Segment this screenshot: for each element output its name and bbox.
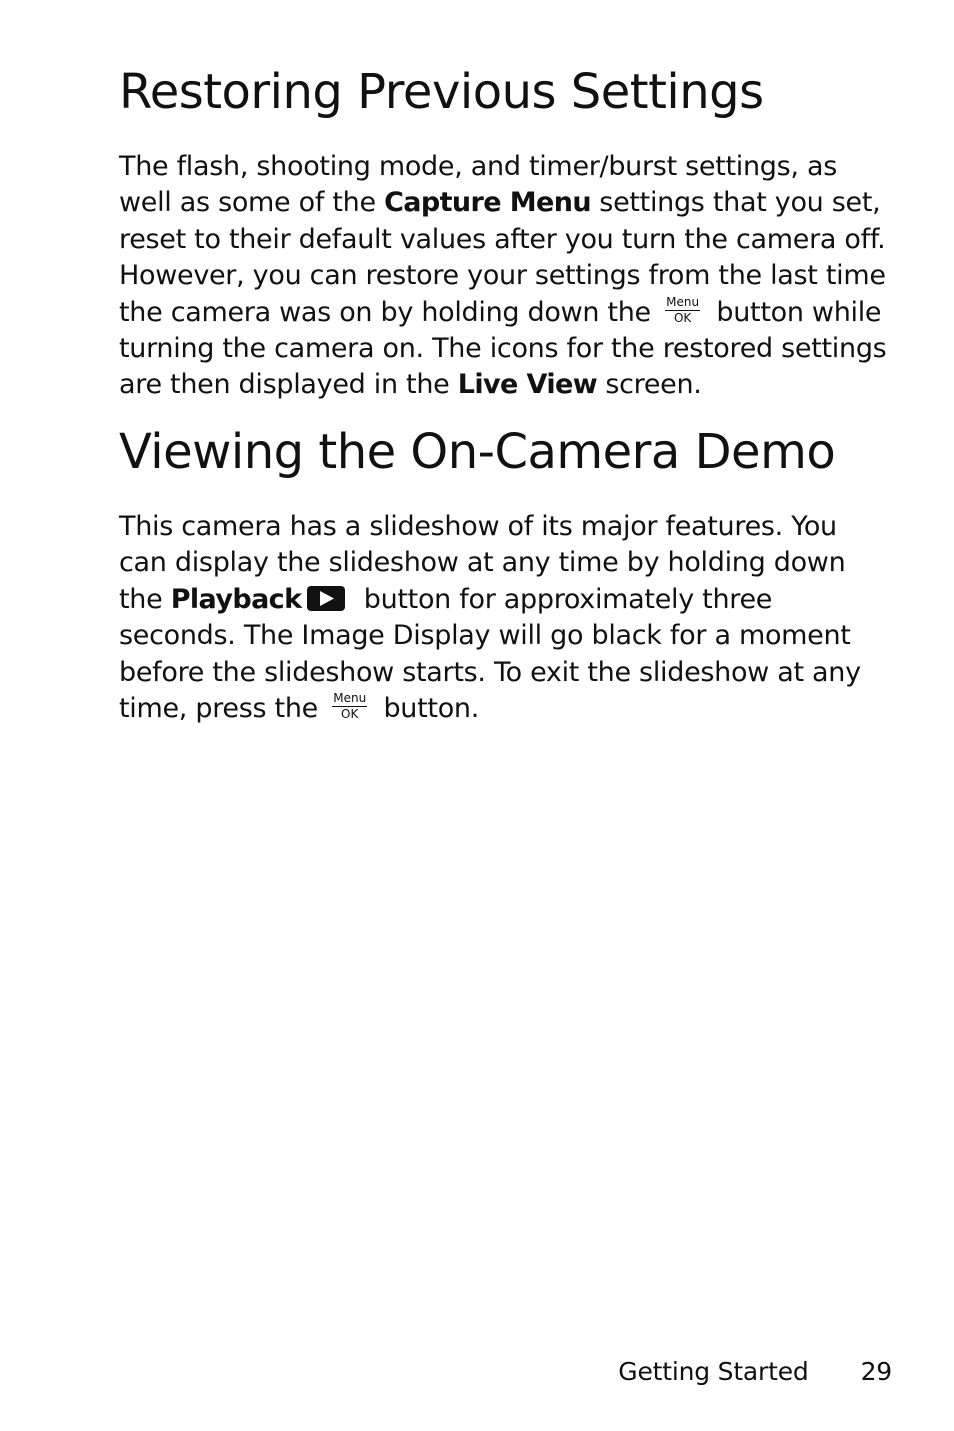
menu-ok-icon-bottom: OK bbox=[341, 707, 359, 722]
text-run: button for approximately three seconds. The Image Display will go black for a moment before the slideshow starts. To exit the slideshow at any time, press the bbox=[119, 583, 861, 725]
page-number: 29 bbox=[860, 1357, 892, 1386]
menu-ok-icon-bottom: OK bbox=[673, 310, 692, 325]
bold-term-playback: Playback bbox=[170, 583, 302, 615]
menu-ok-icon-top: Menu bbox=[666, 294, 700, 309]
section-title-restoring-settings: Restoring Previous Settings bbox=[119, 64, 764, 120]
bold-term-capture-menu: Capture Menu bbox=[384, 187, 592, 219]
menu-ok-icon bbox=[332, 692, 367, 721]
section-title-on-camera-demo: Viewing the On-Camera Demo bbox=[119, 424, 836, 480]
text-run: settings that you set, reset to their default values after you turn the camera off. However, you can restore your settings from the last time the camera was on by holding down the bbox=[119, 187, 886, 328]
paragraph-restoring-settings bbox=[119, 149, 889, 404]
text-run: button while turning the camera on. The icons for the restored settings are then displayed in the bbox=[119, 296, 887, 401]
text-run: button. bbox=[375, 693, 480, 725]
bold-term-live-view: Live View bbox=[457, 369, 598, 401]
text-run: The flash, shooting mode, and timer/burst settings, as well as some of the bbox=[119, 151, 837, 219]
menu-ok-icon bbox=[665, 296, 700, 325]
menu-ok-icon-top: Menu bbox=[333, 691, 367, 706]
text-run: This camera has a slideshow of its major features. You can display the slideshow at any time by holding down the bbox=[119, 511, 846, 615]
playback-icon bbox=[307, 586, 345, 611]
page-footer bbox=[618, 1356, 892, 1388]
footer-section-name: Getting Started bbox=[618, 1357, 809, 1386]
paragraph-on-camera-demo bbox=[119, 509, 889, 727]
text-run: screen. bbox=[597, 369, 702, 401]
